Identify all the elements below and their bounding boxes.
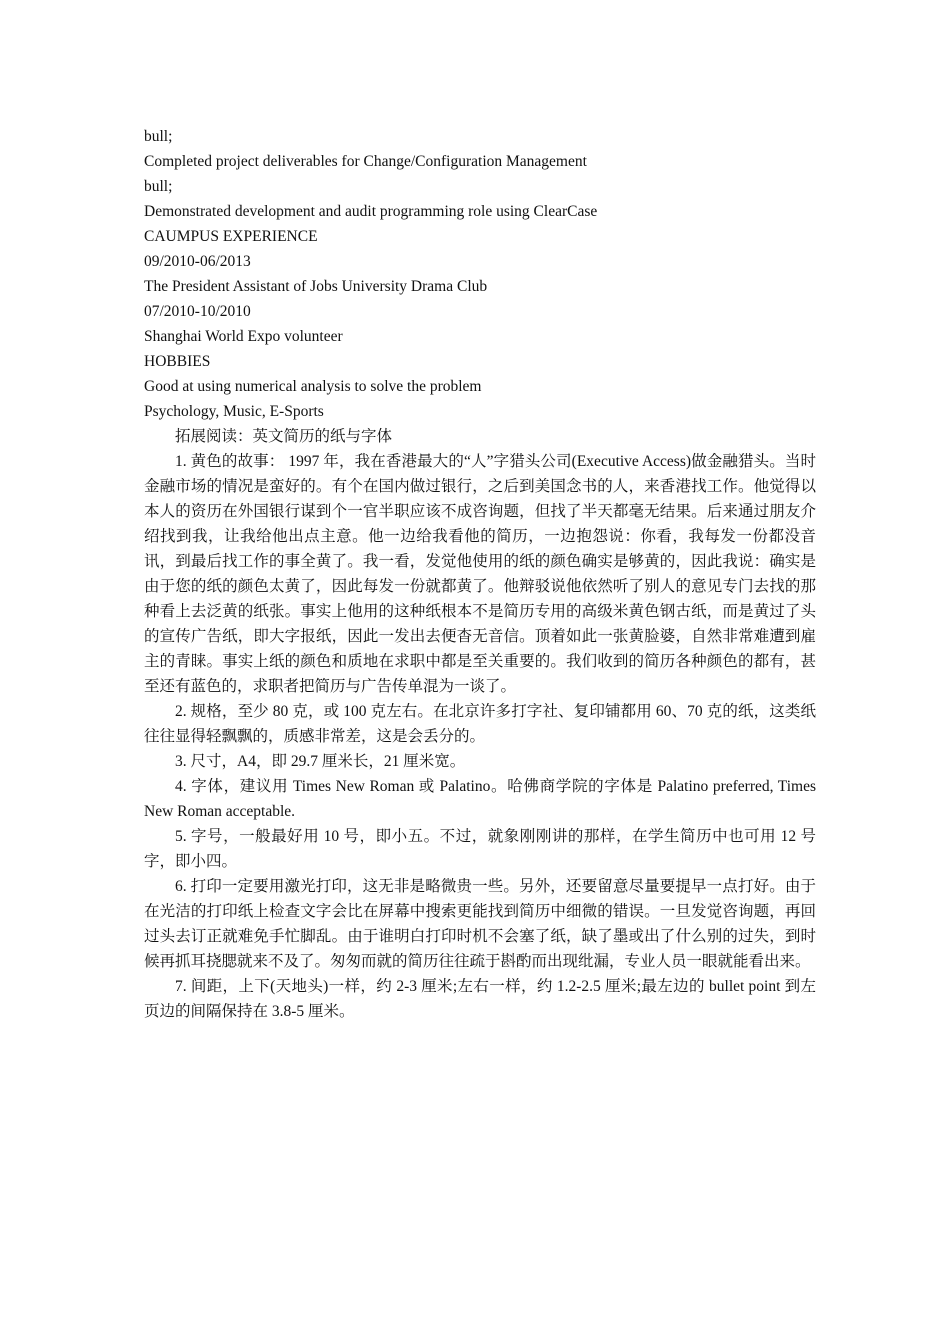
paragraph-yellow-story: 1. 黄色的故事： 1997 年，我在香港最大的“人”字猎头公司(Executive Access)做金融猎头。当时金融市场的情况是蛮好的。有个在国内做过银行，之后到美国念书的人，来香港找工作。他觉得以本人的资历在外国银行谋到个一官半职应该不成咨询题，但找了半天都毫无结果。后来通过朋友介绍找到我，让我给他出点主意。他一边给我看他的简历，一边抱怨说：你看，我每发一份都没音讯，到最后找工作的事全黄了。我一看，发觉他使用的纸的颜色确实是够黄的，因此我说：确实是由于您的纸的颜色太黄了，因此每发一份就都黄了。他辩驳说他依然听了别人的意见专门去找的那种看上去泛黄的纸张。事实上他用的这种纸根本不是简历专用的高级米黄色钢古纸，而是黄过了头的宣传广告纸，即大字报纸，因此一发出去便杳无音信。顶着如此一张黄脸婆，自然非常难遭到雇主的青睐。事实上纸的颜色和质地在求职中都是至关重要的。我们收到的简历各种颜色的都有，甚至还有蓝色的，求职者把简历与广告传单混为一谈了。 bbox=[144, 453, 816, 695]
paragraph-font-size: 5. 字号，一般最好用 10 号，即小五。不过，就象刚刚讲的那样，在学生简历中也可用 12 号字，即小四。 bbox=[144, 828, 816, 870]
bullet-marker: bull; bbox=[144, 128, 173, 145]
clearcase-line: Demonstrated development and audit programming role using ClearCase bbox=[144, 203, 598, 220]
bullet-marker: bull; bbox=[144, 178, 173, 195]
paragraph-paper-weight: 2. 规格，至少 80 克，或 100 克左右。在北京许多打字社、复印铺都用 60、70 克的纸，这类纸往往显得轻飘飘的，质感非常差，这是会丢分的。 bbox=[144, 703, 816, 745]
hobbies-heading: HOBBIES bbox=[144, 353, 211, 370]
extended-reading-title: 拓展阅读：英文简历的纸与字体 bbox=[175, 428, 393, 445]
project-deliverables-line: Completed project deliverables for Change/Configuration Management bbox=[144, 153, 587, 170]
extended-reading-section bbox=[144, 424, 816, 1024]
date-range: 07/2010-10/2010 bbox=[144, 303, 251, 320]
campus-experience-heading: CAUMPUS EXPERIENCE bbox=[144, 228, 318, 245]
paragraph-spacing: 7. 间距，上下(天地头)一样，约 2-3 厘米;左右一样，约 1.2-2.5 厘米;最左边的 bullet point 到左页边的间隔保持在 3.8-5 厘米。 bbox=[144, 978, 816, 1020]
expo-volunteer-role: Shanghai World Expo volunteer bbox=[144, 328, 343, 345]
paragraph-printing: 6. 打印一定要用激光打印，这无非是略微贵一些。另外，还要留意尽量要提早一点打好。由于在光洁的打印纸上检查文字会比在屏幕中搜索更能找到简历中细微的错误。一旦发觉咨询题，再回过头去订正就难免手忙脚乱。由于谁明白打印时机不会塞了纸，缺了墨或出了什么别的过失，到时候再抓耳挠腮就来不及了。匆匆而就的简历往往疏于斟酌而出现纰漏，专业人员一眼就能看出来。 bbox=[144, 878, 816, 970]
date-range: 09/2010-06/2013 bbox=[144, 253, 251, 270]
drama-club-role: The President Assistant of Jobs University Drama Club bbox=[144, 278, 488, 295]
hobby-line: Good at using numerical analysis to solve the problem bbox=[144, 378, 482, 395]
document-page bbox=[144, 124, 816, 1024]
hobby-line: Psychology, Music, E-Sports bbox=[144, 403, 324, 420]
resume-section bbox=[144, 124, 816, 424]
paragraph-paper-size: 3. 尺寸，A4，即 29.7 厘米长，21 厘米宽。 bbox=[175, 753, 466, 770]
paragraph-font: 4. 字体，建议用 Times New Roman 或 Palatino。哈佛商学院的字体是 Palatino preferred, Times New Roman acceptable. bbox=[144, 778, 816, 820]
